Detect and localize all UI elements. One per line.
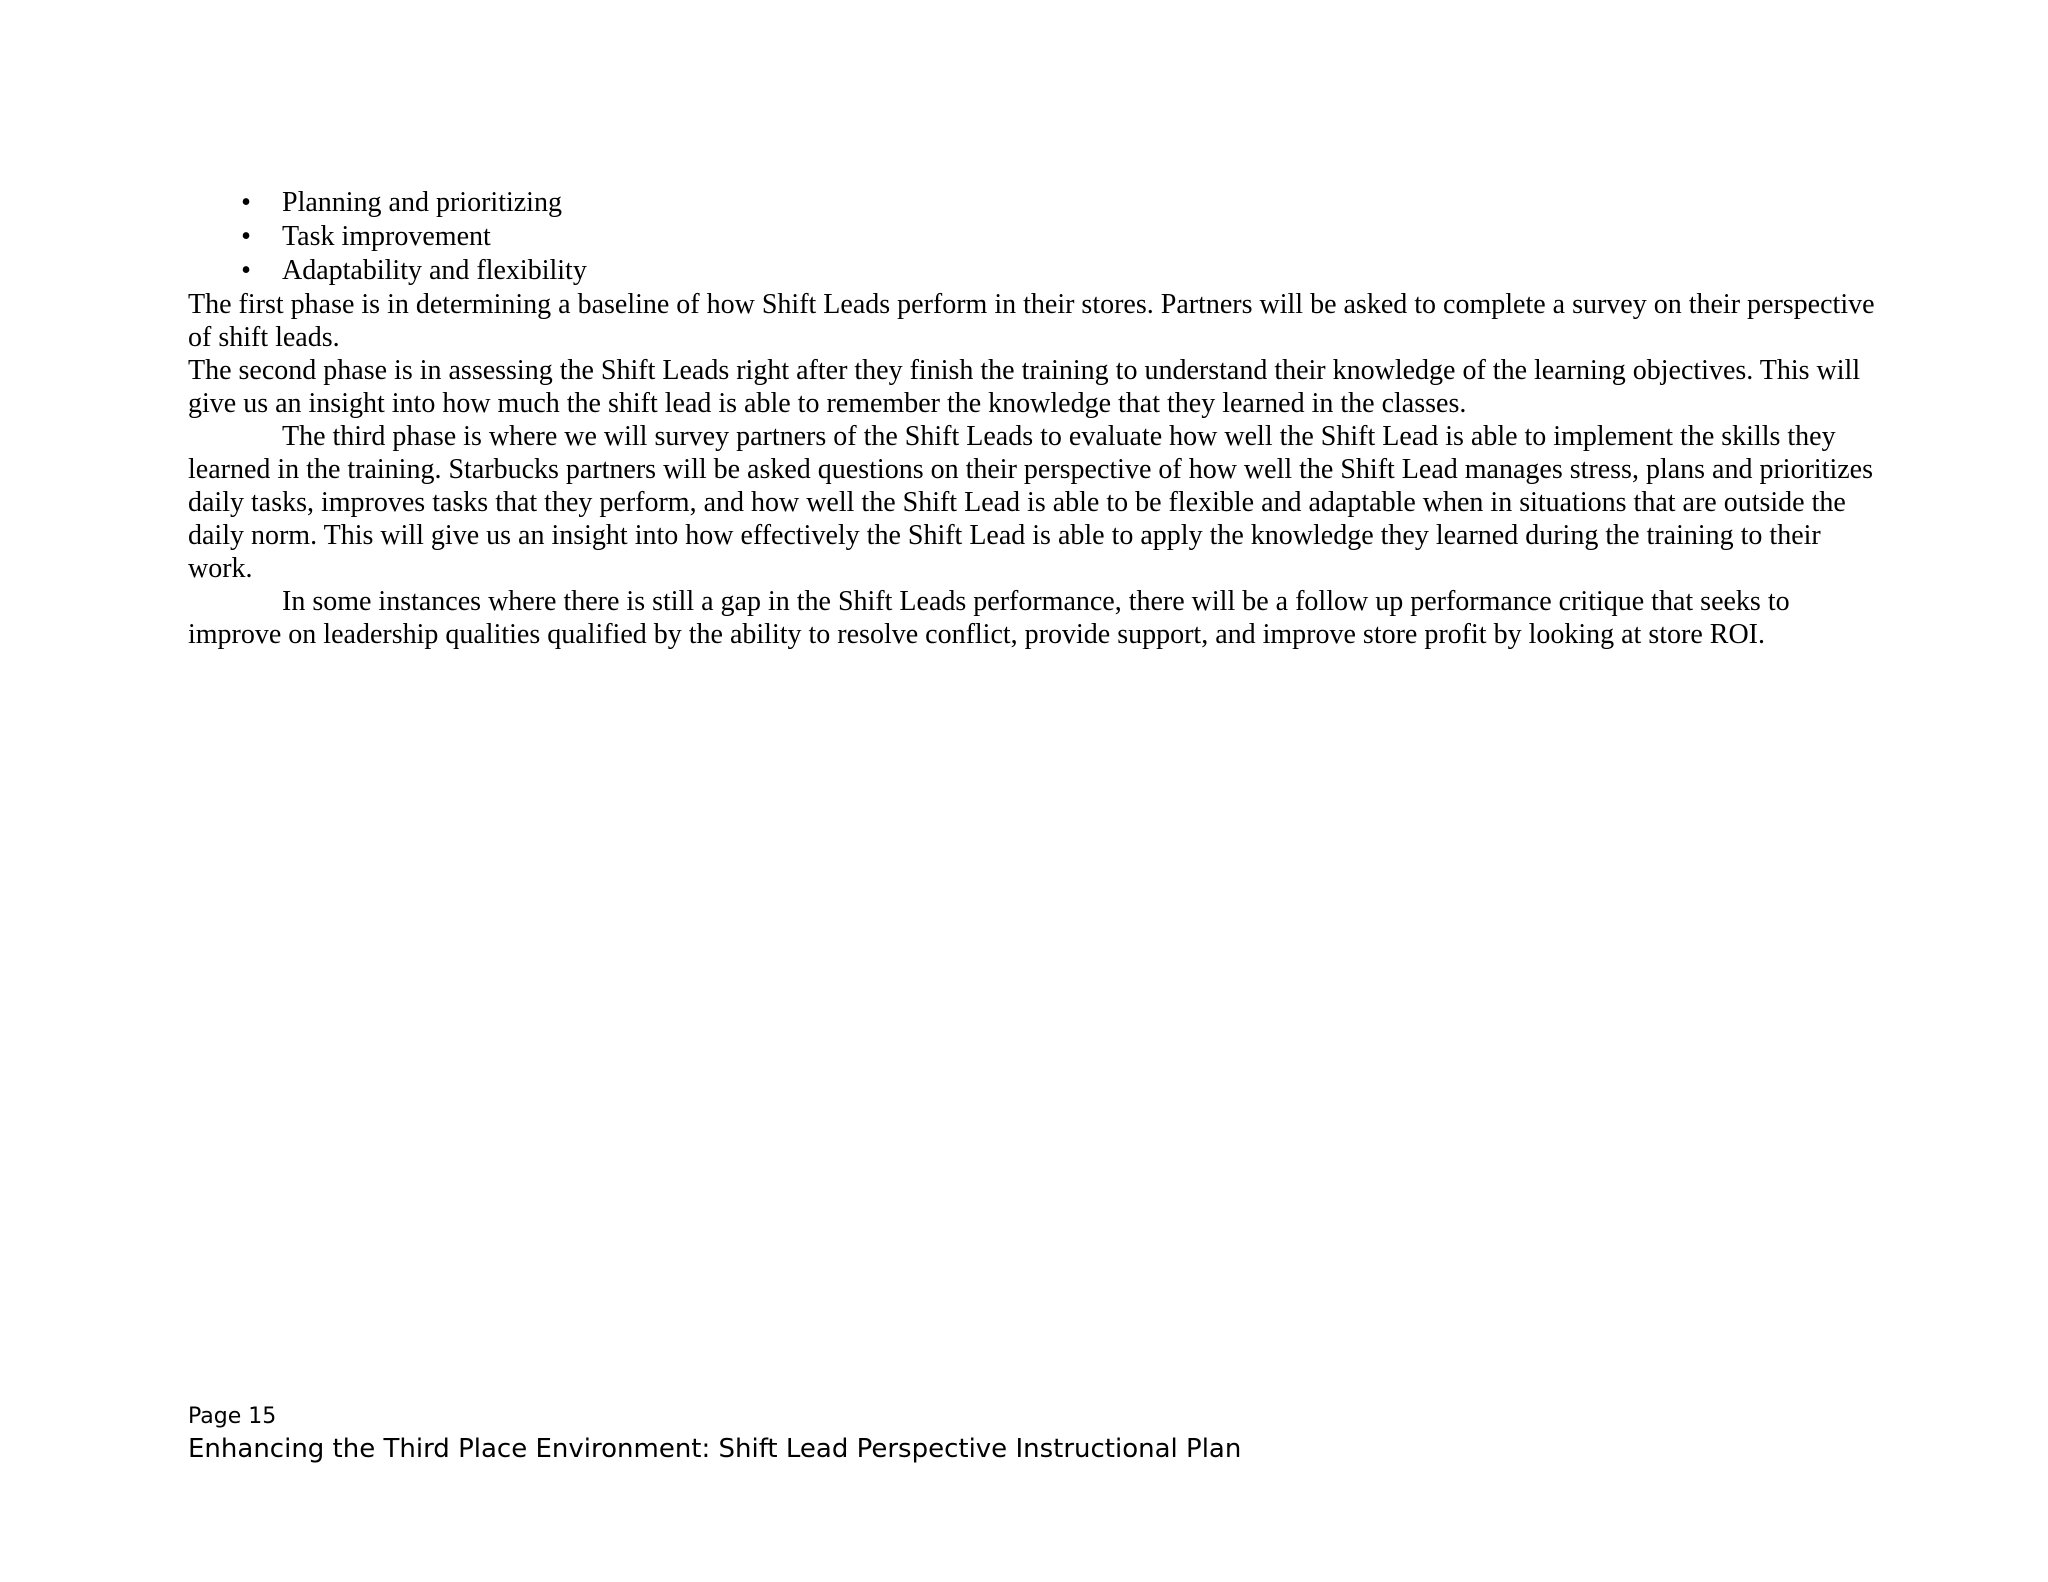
bullet-icon: • xyxy=(241,221,251,252)
page-body xyxy=(188,186,1878,651)
list-item xyxy=(188,186,1878,220)
paragraph-third-phase: The third phase is where we will survey partners of the Shift Leads to evaluate how well the Shift Lead is able to implement the skills they learned in the training. Starbucks partners will be asked questions on their perspective of how well the Shift Lead manages stress, plans and prioritizes daily tasks, improves tasks that they perform, and how well the Shift Lead is able to be flexible and adaptable when in situations that are outside the daily norm. This will give us an insight into how effectively the Shift Lead is able to apply the knowledge they learned during the training to their work. xyxy=(188,421,1873,584)
list-item xyxy=(188,220,1878,254)
bullet-list xyxy=(188,186,1878,288)
list-item xyxy=(188,254,1878,288)
paragraph-second-phase: The second phase is in assessing the Shift Leads right after they finish the training to understand their knowledge of the learning objectives. This will give us an insight into how much the shift lead is able to remember the knowledge that they learned in the classes. xyxy=(188,355,1861,419)
page-number: Page 15 xyxy=(188,1404,277,1429)
footer-document-title: Enhancing the Third Place Environment: Shift Lead Perspective Instructional Plan xyxy=(188,1434,1242,1464)
list-item-text: Planning and prioritizing xyxy=(282,187,562,218)
paragraph-first-phase: The first phase is in determining a baseline of how Shift Leads perform in their stores. Partners will be asked to complete a survey on their perspective of shift leads. xyxy=(188,289,1875,353)
list-item-text: Task improvement xyxy=(282,221,491,252)
list-item-text: Adaptability and flexibility xyxy=(282,255,587,286)
bullet-icon: • xyxy=(241,187,251,218)
page-footer xyxy=(188,1402,1588,1466)
paragraph-performance-gap: In some instances where there is still a gap in the Shift Leads performance, there will be a follow up performance critique that seeks to improve on leadership qualities qualified by the ability to resolve conflict, provide support, and improve store profit by looking at store ROI. xyxy=(188,586,1790,650)
bullet-icon: • xyxy=(241,255,251,286)
